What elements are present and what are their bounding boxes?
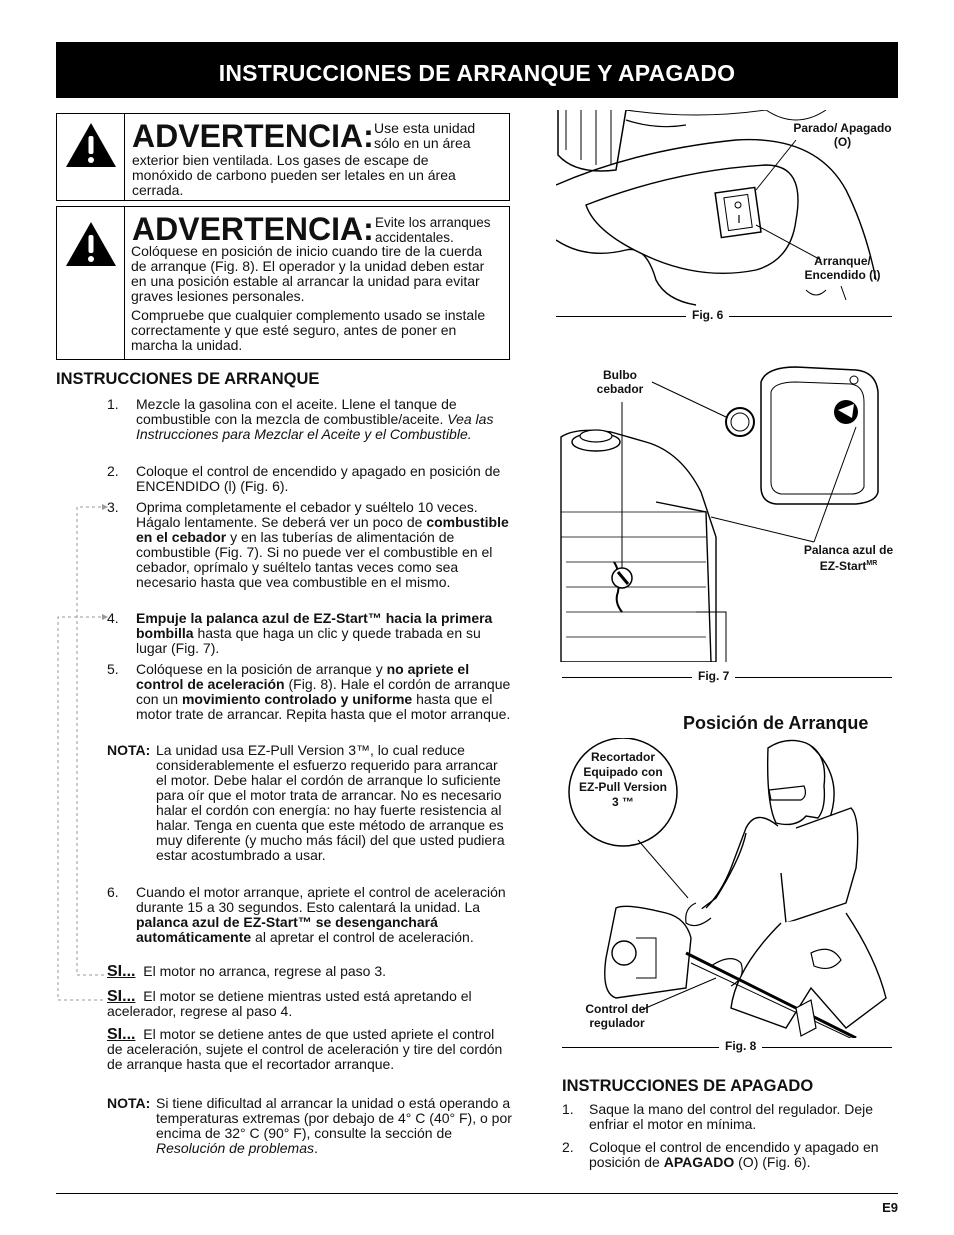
warning-intro: Evite los arranques accidentales. xyxy=(375,215,491,245)
if-condition-3: SI... El motor se detiene antes de que usted apriete el control de aceleración, sujete el control de aceleración y tire del cordón de arranque hasta que el recortador arranque. xyxy=(107,1026,503,1072)
warning-intro: Use esta unidad sólo en un área xyxy=(374,120,476,151)
fig7-caption: Fig. 7 xyxy=(692,669,735,683)
if-condition-1: SI... El motor no arranca, regrese al paso 3. xyxy=(107,963,387,980)
list-item: 2. Coloque el control de encendido y apagado en posición de APAGADO (O) (Fig. 6). xyxy=(562,1139,879,1170)
warning-title: ADVERTENCIA: xyxy=(132,211,374,247)
fig8-label-throttle: Control del regulador xyxy=(585,1002,649,1030)
warning-triangle-icon xyxy=(64,120,118,170)
fig7-label-lever: Palanca azul de EZ-Start$^{MR}$ xyxy=(803,543,894,573)
step-connector-lines xyxy=(50,500,110,1020)
note-troubleshooting: NOTA: Si tiene dificultad al arrancar la unidad o está operando a temperaturas extremas (por debajo de 4° C (40° F), o por encima de 32° C (90° F), consulte la sección de Resolución de problemas. xyxy=(107,1095,512,1156)
warning-paragraph: Compruebe que cualquier complemento usado se instale correctamente y que esté seguro, antes de poner en marcha la unidad. xyxy=(131,307,486,353)
section-banner: INSTRUCCIONES DE ARRANQUE Y APAGADO xyxy=(56,42,898,98)
list-item: 1. Saque la mano del control del regulador. Deje enfriar el motor en mínima. xyxy=(562,1101,874,1132)
fig7-illustration xyxy=(556,362,896,662)
fig6-caption: Fig. 6 xyxy=(686,308,729,322)
warning-box-accidental-start xyxy=(56,206,510,360)
note-ez-pull: NOTA: La unidad usa EZ-Pull Version 3™, lo cual reduce considerablemente el esfuerzo requerido para arrancar el motor. Debe halar el cordón de arranque lo suficiente para oír que el motor trata de arrancar. No es necesario halar el cordón con energía: no hay fuerte resistencia al halar. Tenga en cuenta que este método de arranque es muy diferente (y mucho más fácil) del que usted pudiera estar acostumbrado a usar. xyxy=(107,742,505,863)
list-item: 2. Coloque el control de encendido y apagado en posición de ENCENDIDO (l) (Fig. 6). xyxy=(107,463,501,494)
warning-paragraph: Colóquese en posición de inicio cuando tire de la cuerda de arranque (Fig. 8). El operador y la unidad deben estar en una posición estable al arrancar la unidad para evitar graves lesiones personales. xyxy=(131,243,485,304)
warning-title: ADVERTENCIA: xyxy=(132,118,374,154)
fig6-label-on: Arranque/ Encendido (I) xyxy=(804,254,881,282)
warning-triangle-icon xyxy=(64,219,118,269)
footer-rule xyxy=(56,1193,898,1194)
if-condition-2: SI... El motor se detiene mientras usted está apretando el acelerador, regrese al paso 4. xyxy=(107,988,472,1019)
list-item: 1. Mezcle la gasolina con el aceite. Llene el tanque de combustible con la mezcla de combustible/aceite. Vea las Instrucciones para Mezclar el Aceite y el Combustible. xyxy=(107,396,494,442)
list-item: 5. Colóquese en la posición de arranque y no apriete el control de aceleración (Fig. 8). Hale el cordón de arranque con un movimiento controlado y uniforme hasta que el motor trate de arrancar. Repita hasta que el motor arranque. xyxy=(107,661,511,722)
fig7-label-bulb: Bulbo cebador xyxy=(596,368,644,396)
start-heading: INSTRUCCIONES DE ARRANQUE xyxy=(56,370,320,388)
list-item: 6. Cuando el motor arranque, apriete el control de aceleración durante 15 a 30 segundos. Esto calentará la unidad. La palanca azul de EZ-Start™ se desenganchará automáticamente al apretar el control de aceleración. xyxy=(107,884,506,945)
fig8-caption: Fig. 8 xyxy=(719,1039,762,1053)
list-item: 4. Empuje la palanca azul de EZ-Start™ hacia la primera bombilla hasta que haga un clic y quede trabada en su lugar (Fig. 7). xyxy=(107,610,493,656)
page-number: E9 xyxy=(882,1200,898,1215)
fig6-label-off: Parado/ Apagado (O) xyxy=(793,121,892,149)
fig8-title: Posición de Arranque xyxy=(683,713,869,733)
fig8-bubble-text: Recortador Equipado con EZ-Pull Version 3 ™ xyxy=(578,750,668,809)
stop-heading: INSTRUCCIONES DE APAGADO xyxy=(562,1077,814,1095)
warning-box-ventilation xyxy=(56,113,510,201)
list-item: 3. Oprima completamente el cebador y suéltelo 10 veces. Hágalo lentamente. Se deberá ver un poco de combustible en el cebador y en las tuberías de alimentación de combustible (Fig. 7). Si no puede ver el combustible en el cebador, oprímalo y suéltelo tantas veces como sea necesario hasta que vea combustible en el mismo. xyxy=(107,499,509,590)
warning-body: exterior bien ventilada. Los gases de escape de monóxido de carbono pueden ser letales en un área cerrada. xyxy=(132,152,456,198)
